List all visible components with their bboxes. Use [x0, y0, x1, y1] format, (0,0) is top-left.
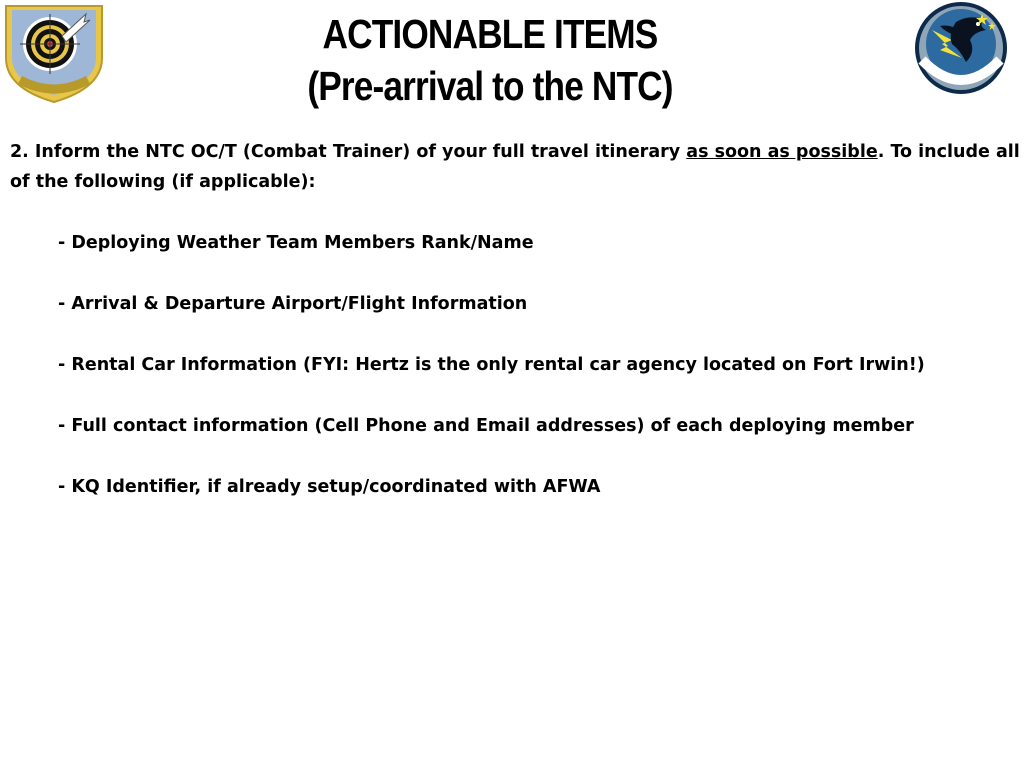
eagle-lightning-icon — [900, 0, 1024, 100]
title-line-2: (Pre-arrival to the NTC) — [307, 63, 673, 109]
list-item: - Arrival & Departure Airport/Flight Information — [58, 294, 528, 314]
title-line-1: ACTIONABLE ITEMS — [322, 11, 658, 57]
intro-emphasis: as soon as possible — [686, 142, 878, 162]
intro-prefix: 2. Inform the NTC OC/T (Combat Trainer) of your full travel itinerary — [10, 142, 687, 162]
list-item: - Deploying Weather Team Members Rank/Name — [58, 233, 534, 253]
intro-paragraph — [10, 137, 1020, 197]
combat-training-squadron-patch-logo — [900, 0, 1024, 100]
intro-suffix: . To include all of the following (if applicable): — [10, 142, 1020, 192]
page-title — [241, 8, 740, 112]
list-item: - KQ Identifier, if already setup/coordinated with AFWA — [58, 477, 601, 497]
list-item: - Rental Car Information (FYI: Hertz is the only rental car agency located on Fort Irwin!) — [58, 355, 925, 375]
target-shield-icon — [0, 0, 108, 104]
itinerary-items-list — [10, 228, 1020, 533]
list-item: - Full contact information (Cell Phone and Email addresses) of each deploying member — [58, 416, 914, 436]
body-content — [10, 137, 1020, 533]
operations-group-shield-logo — [0, 0, 108, 104]
